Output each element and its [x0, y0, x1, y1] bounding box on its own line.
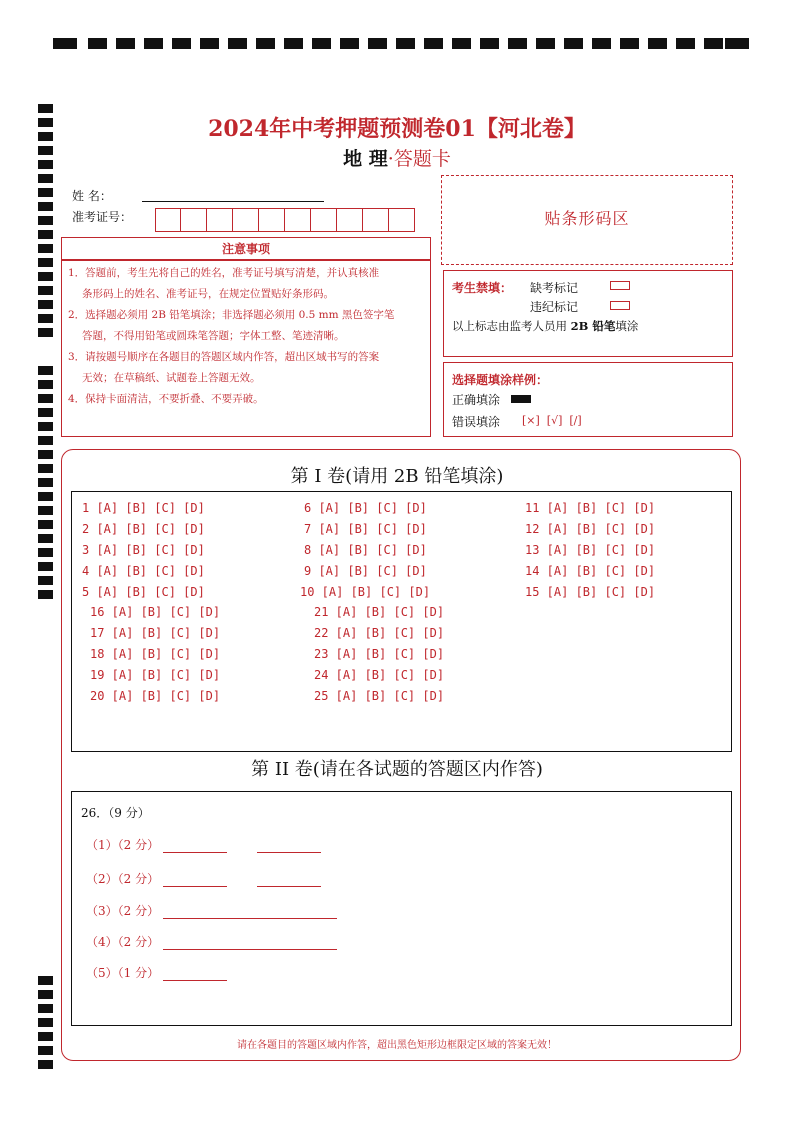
part2-title: 第 II 卷(请在各试题的答题区内作答) [251, 759, 543, 780]
exam-id-digit-box[interactable] [259, 208, 285, 232]
absent-mark-box[interactable] [610, 281, 630, 290]
exam-id-digit-box[interactable] [181, 208, 207, 232]
forbidden-box [443, 270, 733, 357]
notice-line: 3．请按题号顺序在各题目的答题区域内作答，超出区域书写的答案 [68, 351, 380, 363]
fill-example-box [443, 362, 733, 437]
q26-part4 [86, 933, 337, 950]
notice-line: 2．选择题必须用 2B 铅笔填涂；非选择题必须用 0.5 mm 黑色签字笔 [68, 309, 395, 321]
absent-mark-label: 缺考标记 [530, 281, 579, 295]
forbidden-note-prefix: 以上标志由监考人员用 [452, 319, 567, 333]
exam-id-digit-box[interactable] [389, 208, 415, 232]
notice-line: 答题，不得用铅笔或圆珠笔答题；字体工整、笔迹清晰。 [82, 330, 345, 342]
notice-line: 无效；在草稿纸、试题卷上答题无效。 [82, 372, 261, 384]
q26-part4-label: （4）（2 分） [86, 935, 160, 949]
forbidden-label: 考生禁填： [452, 281, 513, 295]
choice-row[interactable]: 3 [A] [B] [C] [D] [82, 543, 205, 557]
choice-row[interactable]: 11 [A] [B] [C] [D] [525, 501, 656, 515]
wrong-fill-marks: [×] [√] [/] [522, 414, 582, 427]
choice-row[interactable]: 10 [A] [B] [C] [D] [300, 585, 431, 599]
exam-id-digit-box[interactable] [311, 208, 337, 232]
q26-part5-blank[interactable] [163, 968, 227, 981]
forbidden-note-bold: 2B 铅笔 [570, 319, 616, 333]
exam-id-digit-box[interactable] [207, 208, 233, 232]
choice-row[interactable]: 5 [A] [B] [C] [D] [82, 585, 205, 599]
violation-mark-label: 违纪标记 [530, 300, 579, 314]
notice-box [61, 259, 431, 437]
choice-row[interactable]: 6 [A] [B] [C] [D] [304, 501, 427, 515]
q26-part2-blank-a[interactable] [163, 874, 227, 887]
q26-part1 [86, 836, 321, 853]
choice-row[interactable]: 1 [A] [B] [C] [D] [82, 501, 205, 515]
choice-row[interactable]: 7 [A] [B] [C] [D] [304, 522, 427, 536]
q26-header: 26．（9 分） [81, 806, 150, 820]
forbidden-note [452, 318, 638, 334]
name-field[interactable] [142, 201, 324, 202]
q26-part3-label: （3）（2 分） [86, 904, 160, 918]
q26-part4-blank[interactable] [163, 937, 337, 950]
name-label: 姓 名： [72, 189, 112, 203]
q26-part2-blank-b[interactable] [257, 874, 321, 887]
subject-subtitle [0, 144, 794, 171]
choice-row[interactable]: 15 [A] [B] [C] [D] [525, 585, 656, 599]
q26-part1-label: （1）（2 分） [86, 838, 160, 852]
notice-line: 条形码上的姓名、准考证号，在规定位置贴好条形码。 [82, 288, 334, 300]
choice-row[interactable]: 12 [A] [B] [C] [D] [525, 522, 656, 536]
wrong-fill-label: 错误填涂 [452, 415, 501, 429]
correct-fill-label: 正确填涂 [452, 393, 501, 407]
notice-line: 4．保持卡面清洁，不要折叠、不要弄破。 [68, 393, 264, 405]
choice-row[interactable]: 23 [A] [B] [C] [D] [314, 647, 445, 661]
choice-row[interactable]: 24 [A] [B] [C] [D] [314, 668, 445, 682]
choice-row[interactable]: 21 [A] [B] [C] [D] [314, 605, 445, 619]
notice-title-box [61, 237, 431, 261]
correct-fill-mark [511, 395, 531, 403]
choice-row[interactable]: 4 [A] [B] [C] [D] [82, 564, 205, 578]
choice-row[interactable]: 14 [A] [B] [C] [D] [525, 564, 656, 578]
q26-part5-label: （5）（1 分） [86, 966, 160, 980]
q26-part1-blank-a[interactable] [163, 840, 227, 853]
exam-id-boxes[interactable] [155, 208, 415, 232]
q26-part1-blank-b[interactable] [257, 840, 321, 853]
choice-row[interactable]: 25 [A] [B] [C] [D] [314, 689, 445, 703]
barcode-area [441, 175, 733, 265]
q26-part2 [86, 870, 321, 887]
part1-title: 第 I 卷(请用 2B 铅笔填涂) [290, 466, 504, 487]
notice-line: 1．答题前，考生先将自己的姓名，准考证号填写清楚，并认真核准 [68, 267, 380, 279]
subtitle-suffix: ·答题卡 [387, 148, 451, 170]
fill-example-title: 选择题填涂样例： [452, 373, 549, 387]
notice-title: 注意事项 [221, 242, 270, 256]
page-title: 2024年中考押题预测卷01【河北卷】 [208, 116, 586, 142]
choice-row[interactable]: 9 [A] [B] [C] [D] [304, 564, 427, 578]
barcode-area-label: 贴条形码区 [544, 209, 630, 228]
q26-part5 [86, 964, 227, 981]
choice-row[interactable]: 8 [A] [B] [C] [D] [304, 543, 427, 557]
choice-row[interactable]: 13 [A] [B] [C] [D] [525, 543, 656, 557]
exam-id-label: 准考证号： [72, 210, 133, 224]
subject-name: 地 理 [343, 148, 388, 170]
choice-row[interactable]: 18 [A] [B] [C] [D] [90, 647, 221, 661]
exam-id-digit-box[interactable] [155, 208, 181, 232]
violation-mark-box[interactable] [610, 301, 630, 310]
choice-row[interactable]: 17 [A] [B] [C] [D] [90, 626, 221, 640]
exam-id-digit-box[interactable] [233, 208, 259, 232]
choice-row[interactable]: 2 [A] [B] [C] [D] [82, 522, 205, 536]
choice-row[interactable]: 19 [A] [B] [C] [D] [90, 668, 221, 682]
choice-row[interactable]: 20 [A] [B] [C] [D] [90, 689, 221, 703]
exam-id-digit-box[interactable] [285, 208, 311, 232]
footer-warning: 请在各题目的答题区域内作答，超出黑色矩形边框限定区域的答案无效！ [237, 1040, 557, 1051]
choice-row[interactable]: 22 [A] [B] [C] [D] [314, 626, 445, 640]
q26-part3 [86, 902, 337, 919]
q26-part3-blank[interactable] [163, 906, 337, 919]
q26-part2-label: （2）（2 分） [86, 872, 160, 886]
choice-row[interactable]: 16 [A] [B] [C] [D] [90, 605, 221, 619]
exam-id-digit-box[interactable] [337, 208, 363, 232]
exam-id-digit-box[interactable] [363, 208, 389, 232]
forbidden-note-suffix: 填涂 [615, 319, 639, 333]
